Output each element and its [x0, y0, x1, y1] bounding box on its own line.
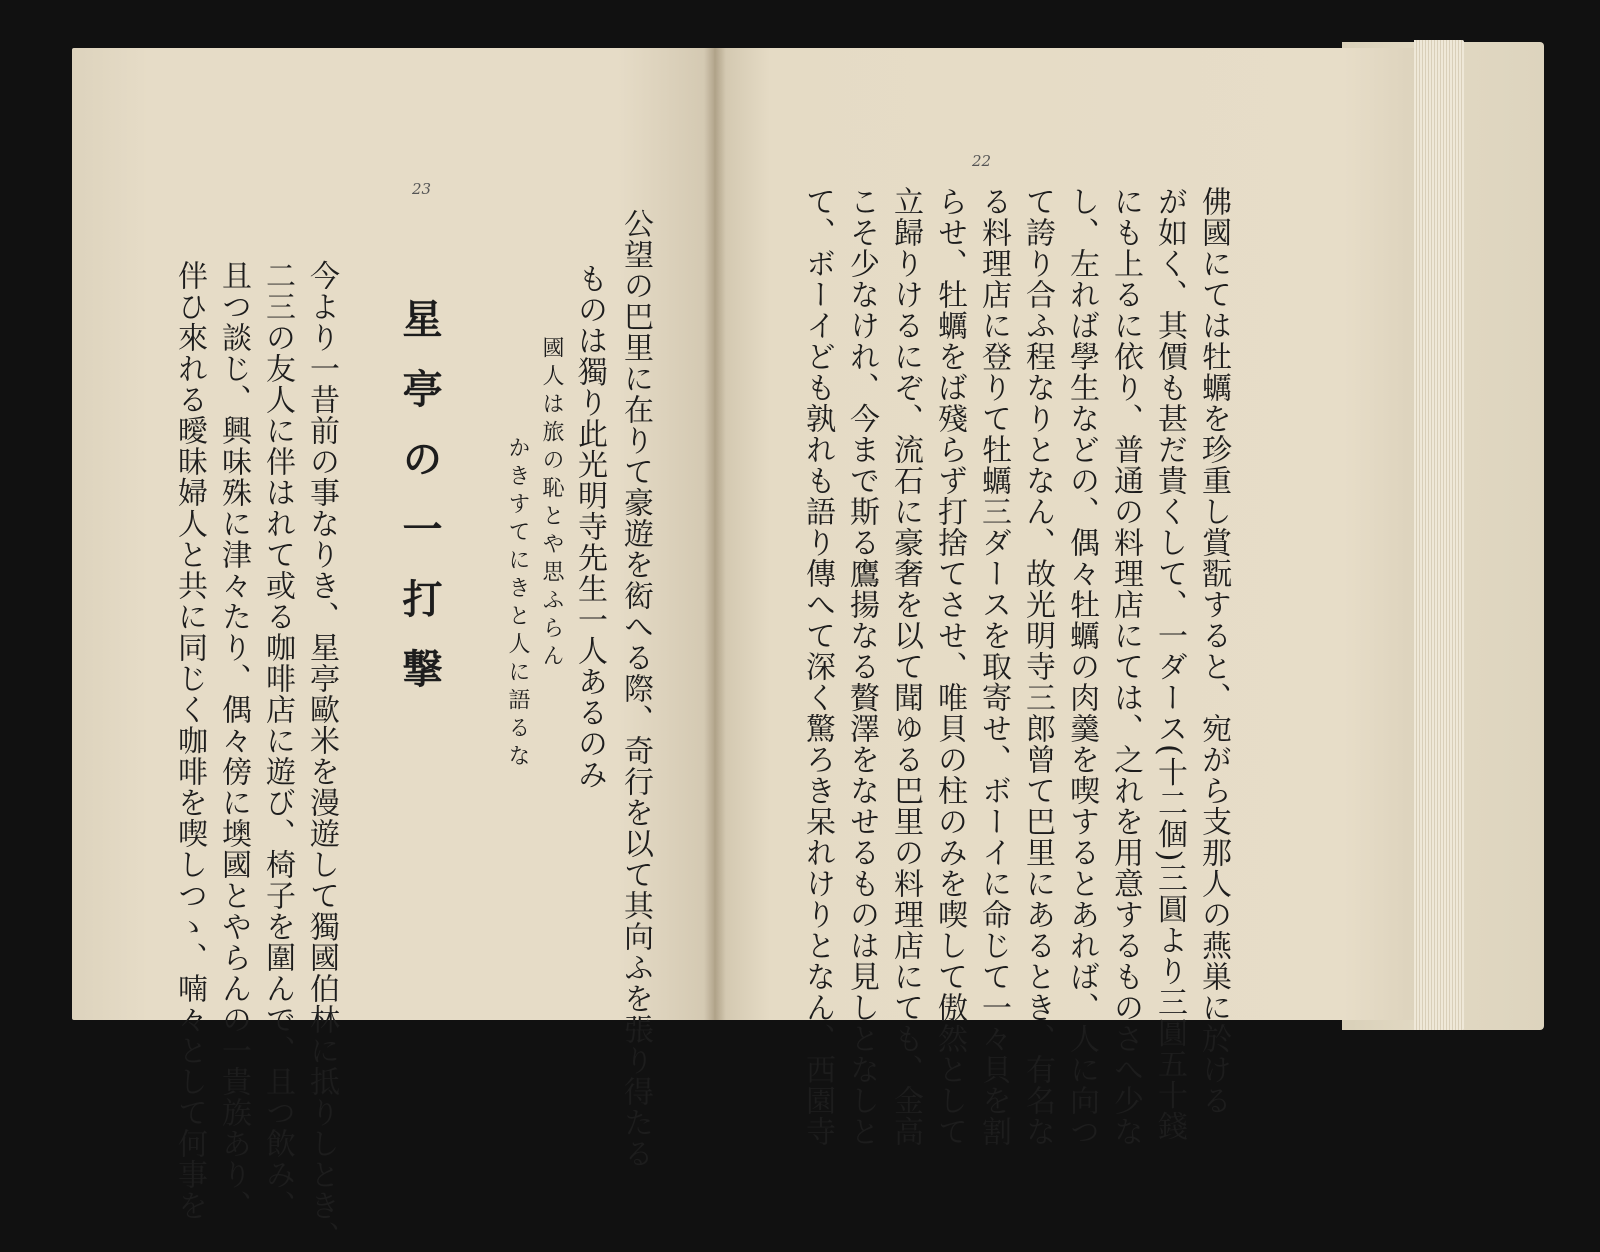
poem-line-1: 國人は旅の恥とや思ふらん: [539, 336, 564, 672]
book-gutter: [704, 48, 726, 1020]
right-body-line-5: て誇り合ふ程なりとなん、故光明寺三郎曾て巴里にあるとき、有名な: [1020, 186, 1055, 1147]
chapter-title: 星亭の一打撃: [396, 298, 443, 718]
page-edges: [1414, 40, 1464, 1030]
open-book: [72, 40, 1544, 1252]
right-body-line-3: にも上るに依り、普通の料理店にては、之れを用意するものさへ少な: [1108, 186, 1143, 1147]
right-body-line-7: らせ、牡蠣をば殘らず打捨てさせ、唯貝の柱のみを喫して傲然として: [932, 186, 967, 1147]
left-page: [72, 48, 714, 1252]
right-body-line-8: 立歸りけるにぞ、流石に豪奢を以て聞ゆる巴里の料理店にても、金高: [888, 186, 923, 1147]
right-body-line-6: る料理店に登りて牡蠣三ダースを取寄せ、ボーイに命じて一々貝を割: [976, 186, 1011, 1147]
left-body-line-3: 且つ談じ、興味殊に津々たり、偶々傍に墺國とやらんの一貴族あり、: [216, 260, 251, 1221]
right-body-line-4: し、左れば學生などの、偶々牡蠣の肉羹を喫するとあれば、人に向つ: [1064, 186, 1099, 1147]
opening-line-2: ものは獨り此光明寺先生一人あるのみ: [572, 263, 607, 790]
right-body-line-2: が如く、其價も甚だ貴くして、一ダース(十二個)三圓より三圓五十錢: [1152, 186, 1187, 1142]
page-number-left: 23: [412, 180, 432, 198]
poem-line-2: かきすてにきと人に語るな: [505, 436, 530, 772]
right-body-line-10: て、ボーイども孰れも語り傳へて深く驚ろき呆れけりとなん、西園寺: [800, 186, 835, 1147]
left-body-line-2: 二三の友人に伴はれて或る咖啡店に遊び、椅子を圍んで、且つ飲み、: [260, 260, 295, 1221]
opening-line-1: 公望の巴里に在りて豪遊を衒へる際、奇行を以て其向ふを張り得たる: [618, 208, 653, 1169]
left-body-line-1: 今より一昔前の事なりき、星亭歐米を漫遊して獨國伯林に抵りしとき、: [304, 260, 339, 1252]
right-page: [714, 48, 1414, 1147]
page-number-right: 22: [972, 152, 992, 170]
right-body-line-1: 佛國にては牡蠣を珍重し賞翫すると、宛がら支那人の燕巣に於ける: [1196, 186, 1231, 1116]
right-body-line-9: こそ少なけれ、今まで斯る鷹揚なる贅澤をなせるものは見しとなしと: [844, 186, 879, 1147]
left-body-line-4: 伴ひ來れる曖昧婦人と共に同じく咖啡を喫しつゝ、喃々として何事を: [172, 260, 207, 1221]
